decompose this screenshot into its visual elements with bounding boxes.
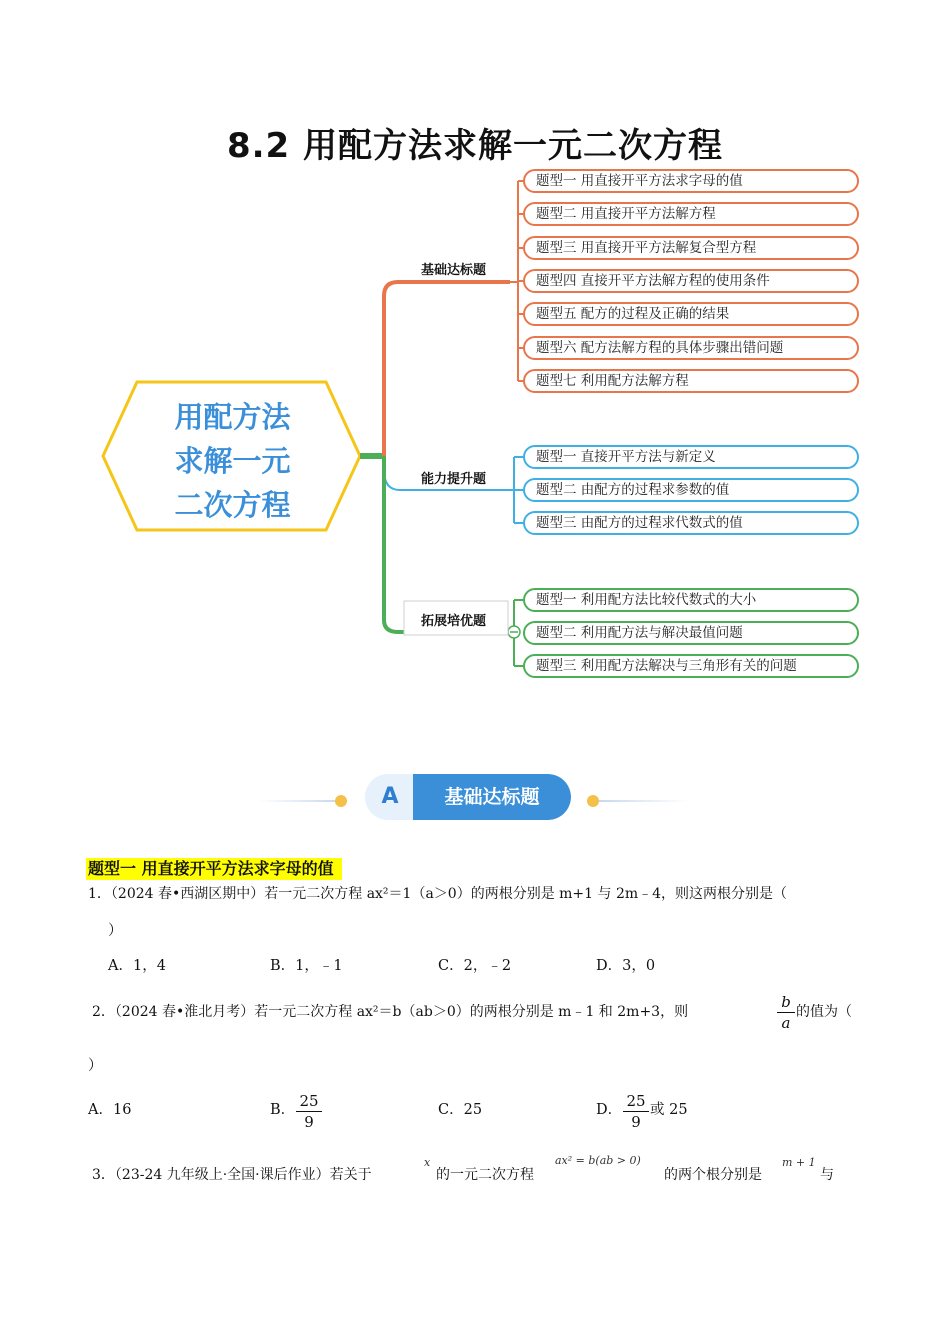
fraction-25-over-9: $\frac{25}{9}$ [623, 1091, 649, 1132]
branch-label-advanced: 能力提升题 [421, 472, 487, 487]
banner-label: 基础达标题 [413, 774, 571, 820]
question-3-text: 的一元二次方程 [436, 1167, 534, 1183]
topic-pill: 题型六 配方法解方程的具体步骤出错问题 [523, 336, 859, 360]
question-1-close: ） [108, 923, 123, 939]
fraction-25-over-9: $\frac{25}{9}$ [296, 1091, 322, 1132]
topic-pill: 题型三 用直接开平方法解复合型方程 [523, 236, 859, 260]
option-d-tail: 或 25 [650, 1102, 688, 1118]
topic-pill: 题型二 利用配方法与解决最值问题 [523, 621, 859, 645]
topic-pill: 题型七 利用配方法解方程 [523, 369, 859, 393]
math-equation: ax² = b(ab > 0) [555, 1154, 641, 1167]
banner-letter: A [381, 784, 399, 809]
branch-label-extension: 拓展培优题 [421, 614, 487, 629]
option-a: A．1，4 [108, 958, 166, 974]
topic-pill: 题型二 由配方的过程求参数的值 [523, 478, 859, 502]
banner-pill [365, 774, 571, 820]
fraction-b-over-a: $\frac{b}{a}$ [777, 992, 795, 1033]
page-title: 8.2 用配方法求解一元二次方程 [226, 126, 724, 166]
question-2-text-end: 的值为（ [796, 1004, 852, 1020]
option-b: B． [270, 1102, 296, 1118]
question-1-text: 1．（2024 春•西湖区期中）若一元二次方程 ax²＝1（a＞0）的两根分别是 m+1 与 2m﹣4，则这两根分别是（ [88, 886, 788, 902]
question-2-text: 2．（2024 春•淮北月考）若一元二次方程 ax²＝b（ab＞0）的两根分别是 m﹣1 和 2m+3，则 [92, 1004, 689, 1020]
topic-pill: 题型一 用直接开平方法求字母的值 [523, 169, 859, 193]
topic-pill: 题型五 配方的过程及正确的结果 [523, 302, 859, 326]
option-d: D． [596, 1102, 623, 1118]
topic-pill: 题型二 用直接开平方法解方程 [523, 202, 859, 226]
math-expression: m + 1 [782, 1156, 816, 1169]
option-c: C．2，﹣2 [438, 958, 512, 974]
connector-orange [384, 282, 510, 456]
banner-line-right [599, 800, 689, 802]
topic-pill: 题型三 由配方的过程求代数式的值 [523, 511, 859, 535]
question-3-text: 与 [820, 1167, 834, 1183]
option-c: C．25 [438, 1102, 483, 1118]
question-2-close: ） [88, 1058, 103, 1074]
center-topic: 用配方法 求解一元 二次方程 [174, 400, 291, 522]
topic-pill: 题型一 直接开平方法与新定义 [523, 445, 859, 469]
topic-pill: 题型一 利用配方法比较代数式的大小 [523, 588, 859, 612]
section-heading: 题型一 用直接开平方法求字母的值 [86, 858, 342, 880]
option-d: D．3，0 [596, 958, 656, 974]
option-b: B．1，﹣1 [270, 958, 343, 974]
section-banner [0, 770, 950, 830]
banner-line-left [258, 800, 338, 802]
math-variable-x: x [424, 1156, 431, 1169]
topic-pill: 题型三 利用配方法解决与三角形有关的问题 [523, 654, 859, 678]
branch-label-basic: 基础达标题 [421, 263, 487, 278]
banner-dot-right [587, 795, 599, 807]
question-3-text: 的两个根分别是 [664, 1167, 762, 1183]
banner-dot-left [335, 795, 347, 807]
option-a: A．16 [88, 1102, 132, 1118]
topic-pill: 题型四 直接开平方法解方程的使用条件 [523, 269, 859, 293]
question-3-text: 3．（23-24 九年级上·全国·课后作业）若关于 [92, 1167, 372, 1183]
